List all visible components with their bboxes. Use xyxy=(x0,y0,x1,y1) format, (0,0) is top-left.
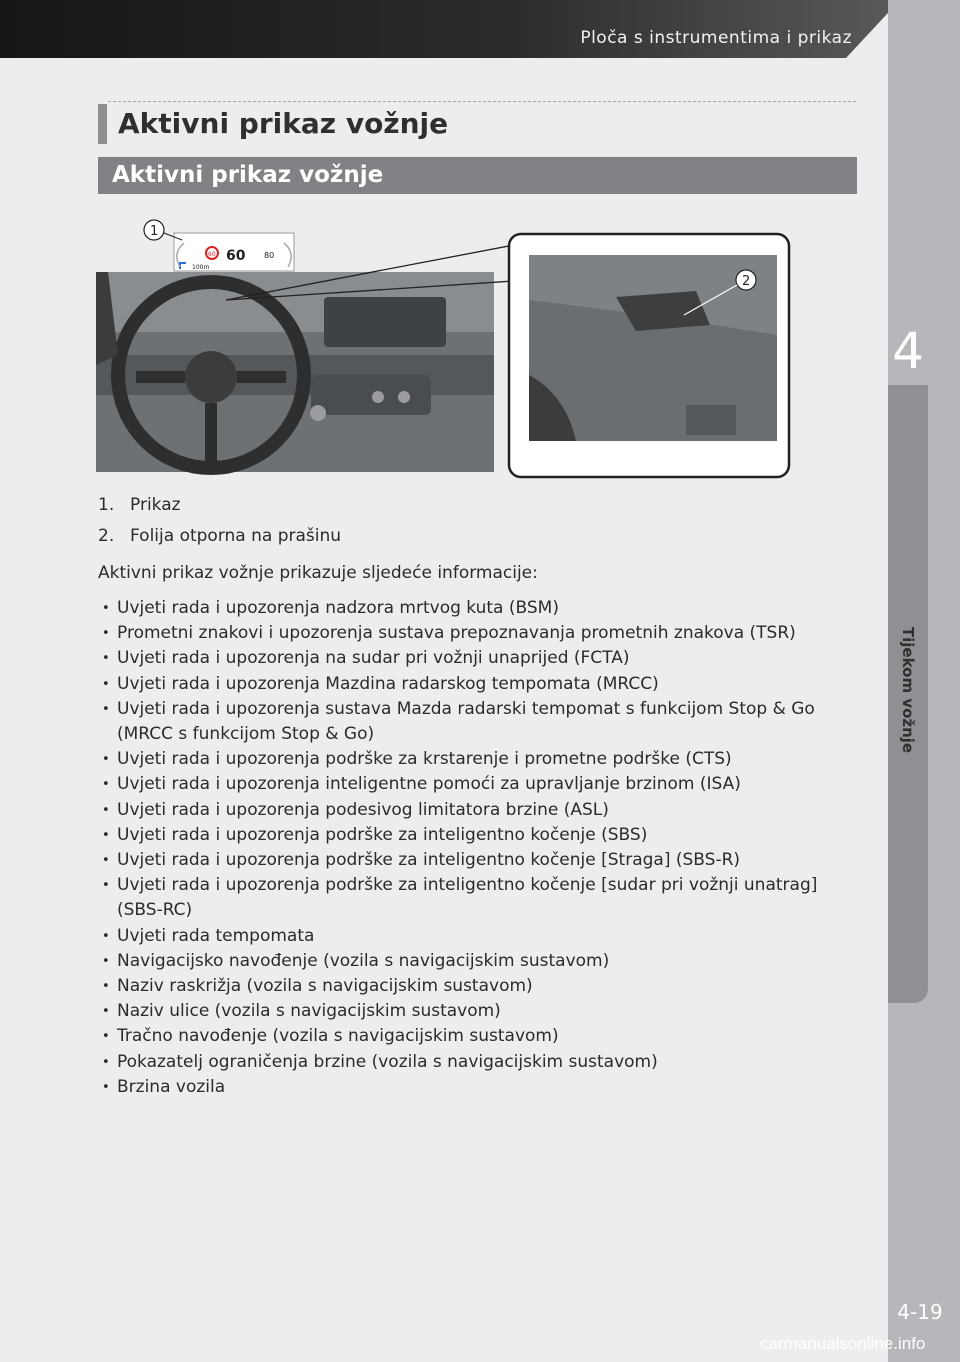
legend-item: 1. Prikaz xyxy=(98,495,181,515)
list-item: • Uvjeti rada i upozorenja Mazdina radarskog tempomata (MRCC) xyxy=(102,672,862,697)
list-item: • Uvjeti rada i upozorenja sustava Mazda radarski tempomat s funkcijom Stop & Go (MRCC s funkcijom Stop & Go) xyxy=(102,697,862,747)
list-item: • Naziv raskrižja (vozila s navigacijskim sustavom) xyxy=(102,974,862,999)
list-item: • Uvjeti rada i upozorenja na sudar pri vožnji unaprijed (FCTA) xyxy=(102,646,862,671)
list-item: • Uvjeti rada i upozorenja inteligentne pomoći za upravljanje brzinom (ISA) xyxy=(102,772,862,797)
list-item: • Uvjeti rada i upozorenja podesivog limitatora brzine (ASL) xyxy=(102,798,862,823)
list-item: • Tračno navođenje (vozila s navigacijskim sustavom) xyxy=(102,1024,862,1049)
figure-legend xyxy=(98,490,341,552)
chapter-number: 4 xyxy=(892,322,924,380)
list-item: • Brzina vozila xyxy=(102,1075,862,1100)
center-screen xyxy=(324,297,446,347)
list-item: • Navigacijsko navođenje (vozila s navigacijskim sustavom) xyxy=(102,949,862,974)
callout-1: 1 xyxy=(150,224,159,239)
hud-speed: 60 xyxy=(226,248,246,264)
info-list xyxy=(102,596,862,1100)
heading-divider xyxy=(108,101,856,102)
chapter-label: Tijekom vožnje xyxy=(899,626,917,754)
list-item: • Uvjeti rada i upozorenja podrške za krstarenje i prometne podrške (CTS) xyxy=(102,747,862,772)
dashboard-illustration xyxy=(96,205,796,480)
list-item: • Uvjeti rada i upozorenja podrške za inteligentno kočenje (SBS) xyxy=(102,823,862,848)
list-item: • Uvjeti rada i upozorenja podrške za inteligentno kočenje [sudar pri vožnji unatrag] (SBS-RC) xyxy=(102,873,862,923)
list-item: • Uvjeti rada i upozorenja podrške za inteligentno kočenje [Straga] (SBS-R) xyxy=(102,848,862,873)
hud-sign: 60 xyxy=(208,251,216,258)
subsection-title: Aktivni prikaz vožnje xyxy=(112,162,384,188)
section-title: Aktivni prikaz vožnje xyxy=(118,107,449,140)
list-item: • Uvjeti rada tempomata xyxy=(102,924,862,949)
hud-limit: 80 xyxy=(264,251,275,260)
list-item: • Uvjeti rada i upozorenja nadzora mrtvog kuta (BSM) xyxy=(102,596,862,621)
header-title: Ploča s instrumentima i prikaz xyxy=(580,28,852,48)
list-item: • Naziv ulice (vozila s navigacijskim sustavom) xyxy=(102,999,862,1024)
hud-distance: 100m xyxy=(192,264,210,271)
page-number: 4-19 xyxy=(897,1300,943,1324)
legend-item: 2. Folija otporna na prašinu xyxy=(98,526,342,546)
intro-text: Aktivni prikaz vožnje prikazuje sljedeće informacije: xyxy=(98,563,538,583)
heading-marker xyxy=(98,104,107,144)
callout-2: 2 xyxy=(742,274,751,289)
list-item: • Prometni znakovi i upozorenja sustava prepoznavanja prometnih znakova (TSR) xyxy=(102,621,862,646)
list-item: • Pokazatelj ograničenja brzine (vozila s navigacijskim sustavom) xyxy=(102,1050,862,1075)
watermark-text: carmanualsonline.info xyxy=(760,1334,926,1353)
